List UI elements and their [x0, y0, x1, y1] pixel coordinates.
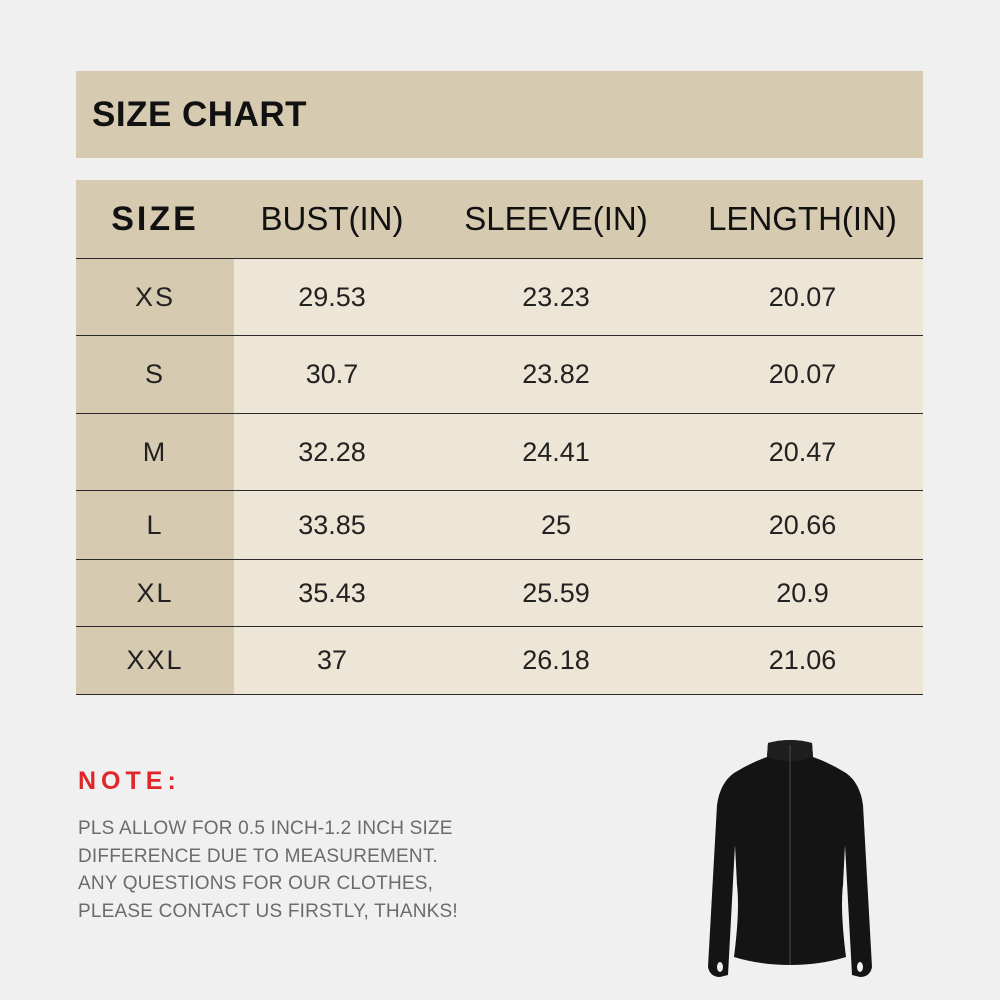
table-row [76, 336, 923, 414]
size-cell: M [76, 414, 234, 491]
bust-cell: 35.43 [234, 560, 430, 627]
sleeve-cell: 23.23 [430, 259, 682, 336]
table-row [76, 414, 923, 491]
sleeve-cell: 25 [430, 491, 682, 560]
header-bust: BUST(IN) [234, 180, 430, 259]
header-sleeve: SLEEVE(IN) [430, 180, 682, 259]
note-line: DIFFERENCE DUE TO MEASUREMENT. [78, 845, 439, 867]
note-line: ANY QUESTIONS FOR OUR CLOTHES, [78, 873, 434, 894]
table-row [76, 627, 923, 695]
size-cell: S [76, 336, 234, 414]
note-text [78, 815, 498, 925]
size-cell: L [76, 491, 234, 560]
sleeve-cell: 26.18 [430, 627, 682, 695]
bust-cell: 33.85 [234, 491, 430, 560]
sleeve-cell: 23.82 [430, 336, 682, 414]
note-line: PLEASE CONTACT US FIRSTLY, THANKS! [78, 900, 458, 922]
length-cell: 20.66 [682, 491, 923, 560]
size-chart-title-bar [76, 71, 923, 158]
note-line: PLS ALLOW FOR 0.5 INCH-1.2 INCH SIZE [78, 818, 453, 839]
header-length: LENGTH(IN) [682, 180, 923, 259]
size-cell: XS [76, 259, 234, 336]
bust-cell: 30.7 [234, 336, 430, 414]
bust-cell: 37 [234, 627, 430, 695]
bust-cell: 29.53 [234, 259, 430, 336]
length-cell: 20.07 [682, 336, 923, 414]
sleeve-cell: 25.59 [430, 560, 682, 627]
length-cell: 20.07 [682, 259, 923, 336]
length-cell: 20.9 [682, 560, 923, 627]
size-cell: XL [76, 560, 234, 627]
table-row [76, 560, 923, 627]
black-zip-jacket-icon [700, 735, 880, 985]
header-size: SIZE [76, 180, 234, 259]
size-cell: XXL [76, 627, 234, 695]
size-table [76, 180, 923, 695]
bust-cell: 32.28 [234, 414, 430, 491]
length-cell: 20.47 [682, 414, 923, 491]
sleeve-cell: 24.41 [430, 414, 682, 491]
table-row [76, 259, 923, 336]
page-title: SIZE CHART [92, 94, 307, 134]
table-row [76, 491, 923, 560]
note-title: NOTE: [78, 767, 181, 795]
table-header-row [76, 180, 923, 259]
length-cell: 21.06 [682, 627, 923, 695]
